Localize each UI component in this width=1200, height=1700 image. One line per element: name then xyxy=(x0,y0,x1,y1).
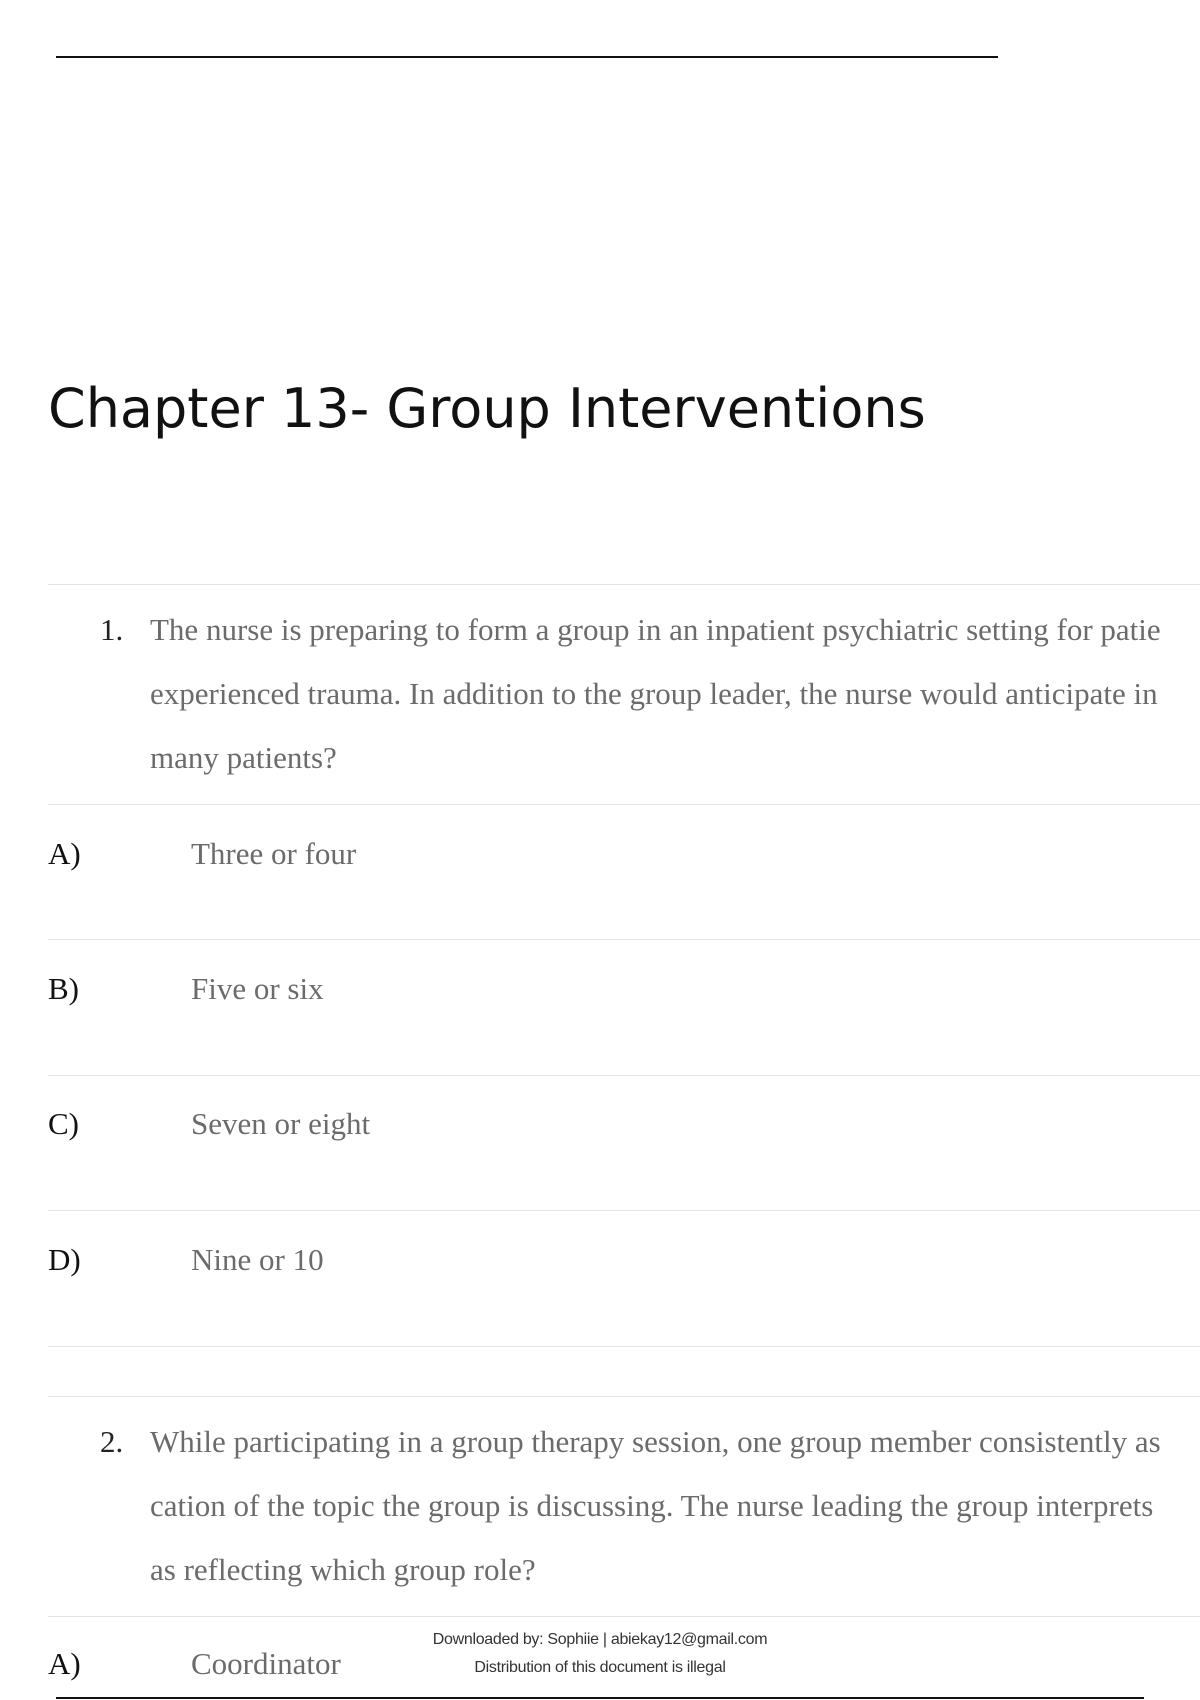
option-text: Nine or 10 xyxy=(191,1242,324,1277)
divider xyxy=(48,1616,1200,1617)
divider xyxy=(48,804,1200,805)
option-b[interactable] xyxy=(48,969,324,1009)
divider xyxy=(48,1396,1200,1397)
question-1 xyxy=(100,598,1200,790)
option-letter: C) xyxy=(48,1106,79,1141)
option-c[interactable] xyxy=(48,1104,370,1144)
option-a[interactable] xyxy=(48,1644,341,1684)
download-notice: Downloaded by: Sophiie | abiekay12@gmail.com xyxy=(432,1631,768,1648)
option-text: Coordinator xyxy=(191,1646,341,1681)
option-text: Seven or eight xyxy=(191,1106,371,1141)
page-title: Chapter 13- Group Interventions xyxy=(48,377,926,440)
option-d[interactable] xyxy=(48,1240,324,1280)
option-letter: A) xyxy=(48,1646,81,1681)
divider xyxy=(48,584,1200,585)
question-text-line: The nurse is preparing to form a group in an inpatient psychiatric setting for patie xyxy=(150,612,1161,647)
question-number: 1. xyxy=(100,612,124,647)
option-letter: B) xyxy=(48,971,79,1006)
question-text-line: experienced trauma. In addition to the group leader, the nurse would anticipate in xyxy=(150,676,1158,711)
bottom-rule xyxy=(56,1697,1144,1699)
option-letter: A) xyxy=(48,836,81,871)
divider xyxy=(48,939,1200,940)
option-text: Three or four xyxy=(191,836,357,871)
option-a[interactable] xyxy=(48,834,356,874)
divider xyxy=(48,1210,1200,1211)
option-text: Five or six xyxy=(191,971,324,1006)
top-rule xyxy=(56,56,998,58)
distribution-notice: Distribution of this document is illegal xyxy=(474,1659,726,1676)
question-text-line: cation of the topic the group is discussing. The nurse leading the group interprets xyxy=(150,1488,1154,1523)
question-2 xyxy=(100,1410,1200,1602)
question-text-line: While participating in a group therapy session, one group member consistently as xyxy=(150,1424,1161,1459)
divider xyxy=(48,1075,1200,1076)
question-text-line: as reflecting which group role? xyxy=(150,1552,536,1587)
option-letter: D) xyxy=(48,1242,81,1277)
question-number: 2. xyxy=(100,1424,124,1459)
divider xyxy=(48,1346,1200,1347)
question-text-line: many patients? xyxy=(150,740,337,775)
